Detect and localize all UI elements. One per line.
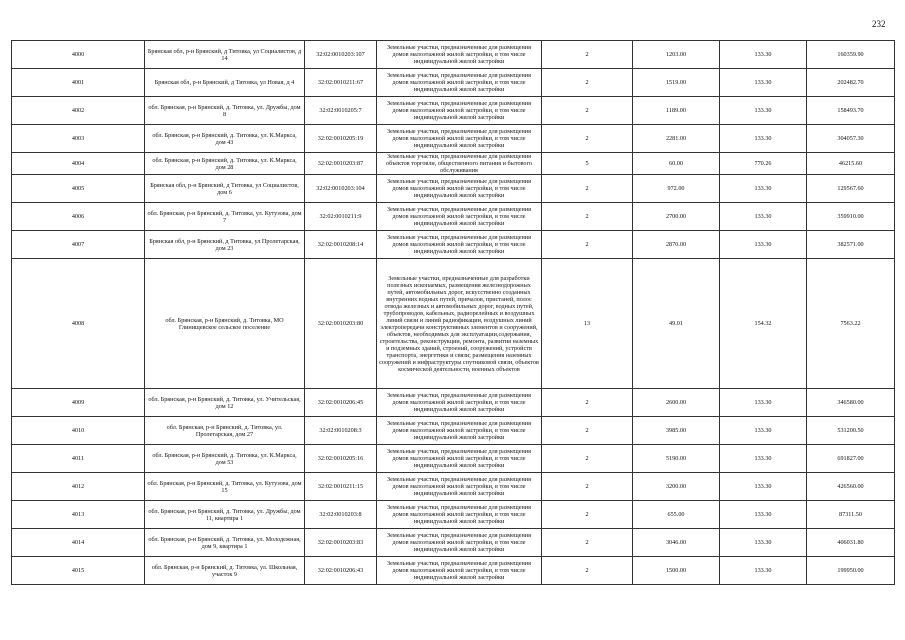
cell-cadastral-value: 87311.50: [807, 501, 895, 529]
cell-group: 2: [542, 557, 633, 585]
cell-cadastral-number: 32:02:0010203:83: [305, 529, 377, 557]
cell-area: 5190.00: [633, 445, 720, 473]
cell-cadastral-number: 32:02:0010211:67: [305, 69, 377, 97]
cell-row-number: 4008: [12, 259, 145, 389]
cell-row-number: 4003: [12, 125, 145, 153]
cell-group: 13: [542, 259, 633, 389]
cell-address: обл. Брянская, р-н Брянский, д. Титовка, ул. К.Маркса, дом 28: [145, 153, 305, 175]
table-row: [12, 97, 895, 125]
cell-cadastral-value: 199950.00: [807, 557, 895, 585]
cell-rate: 133.30: [720, 557, 807, 585]
cell-area: 1203.00: [633, 41, 720, 69]
table-row: [12, 231, 895, 259]
cell-rate: 133.30: [720, 529, 807, 557]
cell-group: 2: [542, 203, 633, 231]
cell-rate: 133.30: [720, 175, 807, 203]
cell-cadastral-number: 32:02:0010206:45: [305, 389, 377, 417]
cell-rate: 133.30: [720, 203, 807, 231]
cell-land-purpose: Земельные участки, предназначенные для размещения домов малоэтажной жилой застройки, в том числе индивидуальной жилой застройки: [377, 69, 542, 97]
cell-cadastral-number: 32:02:0010206:43: [305, 557, 377, 585]
cell-land-purpose: Земельные участки, предназначенные для размещения домов малоэтажной жилой застройки, в том числе индивидуальной жилой застройки: [377, 389, 542, 417]
cell-cadastral-value: 160359.90: [807, 41, 895, 69]
cell-rate: 133.30: [720, 501, 807, 529]
cell-cadastral-number: 32:02:0010211:9: [305, 203, 377, 231]
cell-group: 2: [542, 389, 633, 417]
cell-land-purpose: Земельные участки, предназначенные для разработки полезных ископаемых, размещения железнодорожных путей, автомобильных дорог, искусственно созданных внутренних водных путей, причалов, пристаней, полос отвода железных и автомобильных дорог, водных путей, трубопроводов, кабельных, радиорелейных и воздушных линий связи и линий радиофикации, воздушных линий электропередачи конструктивных элементов и сооружений, объектов, необходимых для эксплуатации,содержания, строительства, реконструкции, ремонта, развития наземных и подземных зданий, строений, сооружений, устройств транспорта, энергетики и связи; размещения наземных сооружений и инфраструктуры спутниковой связи, объектов космической деятельности, военных объектов: [377, 259, 542, 389]
cell-cadastral-number: 32:02:0010205:16: [305, 445, 377, 473]
cell-address: обл. Брянская, р-н Брянский, д. Титовка, ул. К.Маркса, дом 43: [145, 125, 305, 153]
cell-row-number: 4015: [12, 557, 145, 585]
cell-rate: 770.26: [720, 153, 807, 175]
cell-land-purpose: Земельные участки, предназначенные для размещения домов малоэтажной жилой застройки, в том числе индивидуальной жилой застройки: [377, 203, 542, 231]
cell-area: 1189.00: [633, 97, 720, 125]
table-row: [12, 529, 895, 557]
cell-rate: 133.30: [720, 445, 807, 473]
cell-area: 2870.00: [633, 231, 720, 259]
cell-address: Брянская обл, р-н Брянский, д Титовка, ул Пролетарская, дом 23: [145, 231, 305, 259]
cell-address: обл. Брянская, р-н Брянский, д. Титовка, ул. Молодежная, дом 9, квартира 1: [145, 529, 305, 557]
cell-address: Брянская обл, р-н Брянский, д Титовка, ул Социалистов, дом 6: [145, 175, 305, 203]
cadastral-value-table: [11, 40, 895, 585]
cell-cadastral-number: 32:02:0010208:3: [305, 417, 377, 445]
cell-row-number: 4005: [12, 175, 145, 203]
cell-group: 2: [542, 417, 633, 445]
cell-address: Брянская обл, р-н Брянский, д Титовка, ул Социалистов, д 14: [145, 41, 305, 69]
cell-rate: 133.30: [720, 389, 807, 417]
table-row: [12, 557, 895, 585]
cell-area: 2281.00: [633, 125, 720, 153]
cell-cadastral-number: 32:02:0010205:7: [305, 97, 377, 125]
cell-cadastral-value: 382571.00: [807, 231, 895, 259]
cell-row-number: 4007: [12, 231, 145, 259]
cell-area: 60.00: [633, 153, 720, 175]
cell-land-purpose: Земельные участки, предназначенные для размещения домов малоэтажной жилой застройки, в том числе индивидуальной жилой застройки: [377, 557, 542, 585]
table-row: [12, 203, 895, 231]
cell-row-number: 4002: [12, 97, 145, 125]
cell-address: обл. Брянская, р-н Брянский, д. Титовка, ул. Кутузова, дом 15: [145, 473, 305, 501]
cell-rate: 154.32: [720, 259, 807, 389]
cell-area: 49.01: [633, 259, 720, 389]
cell-area: 655.00: [633, 501, 720, 529]
cell-row-number: 4001: [12, 69, 145, 97]
cell-row-number: 4000: [12, 41, 145, 69]
cell-rate: 133.30: [720, 41, 807, 69]
cell-row-number: 4010: [12, 417, 145, 445]
cell-rate: 133.30: [720, 231, 807, 259]
cell-land-purpose: Земельные участки, предназначенные для размещения домов малоэтажной жилой застройки, в том числе индивидуальной жилой застройки: [377, 175, 542, 203]
cell-row-number: 4006: [12, 203, 145, 231]
table-row: [12, 69, 895, 97]
cell-address: обл. Брянская, р-н Брянский, д. Титовка, ул. Пролетарская, дом 27: [145, 417, 305, 445]
table-row: [12, 259, 895, 389]
cell-address: обл. Брянская, р-н Брянский, д. Титовка, ул. Школьная, участок 9: [145, 557, 305, 585]
table-row: [12, 389, 895, 417]
cell-address: Брянская обл, р-н Брянский, д Титовка, ул Новая, д 4: [145, 69, 305, 97]
cell-row-number: 4004: [12, 153, 145, 175]
cell-land-purpose: Земельные участки, предназначенные для размещения домов малоэтажной жилой застройки, в том числе индивидуальной жилой застройки: [377, 529, 542, 557]
cell-group: 2: [542, 69, 633, 97]
cell-land-purpose: Земельные участки, предназначенные для размещения домов малоэтажной жилой застройки, в том числе индивидуальной жилой застройки: [377, 231, 542, 259]
cell-row-number: 4012: [12, 473, 145, 501]
cell-area: 3200.00: [633, 473, 720, 501]
cell-cadastral-value: 46215.60: [807, 153, 895, 175]
cell-cadastral-number: 32:02:0010211:15: [305, 473, 377, 501]
cell-area: 1519.00: [633, 69, 720, 97]
cell-land-purpose: Земельные участки, предназначенные для размещения домов малоэтажной жилой застройки, в том числе индивидуальной жилой застройки: [377, 473, 542, 501]
cell-row-number: 4014: [12, 529, 145, 557]
cell-cadastral-value: 346580.00: [807, 389, 895, 417]
cell-area: 2600.00: [633, 389, 720, 417]
cell-cadastral-number: 32:02:0010205:19: [305, 125, 377, 153]
cell-land-purpose: Земельные участки, предназначенные для размещения объектов торговли, общественного питания и бытового обслуживания: [377, 153, 542, 175]
cell-group: 2: [542, 175, 633, 203]
cell-land-purpose: Земельные участки, предназначенные для размещения домов малоэтажной жилой застройки, в том числе индивидуальной жилой застройки: [377, 445, 542, 473]
cell-address: обл. Брянская, р-н Брянский, д. Титовка, ул. Дружбы, дом 8: [145, 97, 305, 125]
cell-address: обл. Брянская, р-н Брянский, д. Титовка, ул. Учительская, дом 12: [145, 389, 305, 417]
cell-area: 3985.00: [633, 417, 720, 445]
cell-row-number: 4009: [12, 389, 145, 417]
cell-rate: 133.30: [720, 125, 807, 153]
cell-group: 2: [542, 125, 633, 153]
cell-cadastral-value: 129567.60: [807, 175, 895, 203]
cell-group: 5: [542, 153, 633, 175]
cell-cadastral-value: 691827.00: [807, 445, 895, 473]
cell-rate: 133.30: [720, 417, 807, 445]
cell-cadastral-number: 32:02:0010203:80: [305, 259, 377, 389]
cell-land-purpose: Земельные участки, предназначенные для размещения домов малоэтажной жилой застройки, в том числе индивидуальной жилой застройки: [377, 417, 542, 445]
cell-group: 2: [542, 473, 633, 501]
cell-cadastral-value: 202482.70: [807, 69, 895, 97]
cell-group: 2: [542, 97, 633, 125]
cell-land-purpose: Земельные участки, предназначенные для размещения домов малоэтажной жилой застройки, в том числе индивидуальной жилой застройки: [377, 97, 542, 125]
cell-cadastral-value: 406031.80: [807, 529, 895, 557]
cell-cadastral-number: 32:02:0010203:87: [305, 153, 377, 175]
cell-row-number: 4013: [12, 501, 145, 529]
cell-land-purpose: Земельные участки, предназначенные для размещения домов малоэтажной жилой застройки, в том числе индивидуальной жилой застройки: [377, 125, 542, 153]
cell-address: обл. Брянская, р-н Брянский, д. Титовка, МО Глинищевское сельское поселение: [145, 259, 305, 389]
cell-area: 2700.00: [633, 203, 720, 231]
cell-cadastral-number: 32:02:0010203:104: [305, 175, 377, 203]
cell-group: 2: [542, 445, 633, 473]
cell-group: 2: [542, 41, 633, 69]
table-row: [12, 445, 895, 473]
cell-group: 2: [542, 231, 633, 259]
table-body: [12, 41, 895, 585]
cell-cadastral-value: 426560.00: [807, 473, 895, 501]
table-row: [12, 125, 895, 153]
cell-land-purpose: Земельные участки, предназначенные для размещения домов малоэтажной жилой застройки, в том числе индивидуальной жилой застройки: [377, 41, 542, 69]
table-row: [12, 473, 895, 501]
cell-row-number: 4011: [12, 445, 145, 473]
table-row: [12, 41, 895, 69]
cell-area: 1500.00: [633, 557, 720, 585]
cell-address: обл. Брянская, р-н Брянский, д. Титовка, ул. Дружбы, дом 11, квартира 1: [145, 501, 305, 529]
cell-land-purpose: Земельные участки, предназначенные для размещения домов малоэтажной жилой застройки, в том числе индивидуальной жилой застройки: [377, 501, 542, 529]
cell-rate: 133.30: [720, 473, 807, 501]
cell-area: 972.00: [633, 175, 720, 203]
cell-rate: 133.30: [720, 97, 807, 125]
cell-address: обл. Брянская, р-н Брянский, д. Титовка, ул. Кутузова, дом 7: [145, 203, 305, 231]
table-row: [12, 417, 895, 445]
cell-cadastral-value: 7563.22: [807, 259, 895, 389]
cell-cadastral-value: 531200.50: [807, 417, 895, 445]
cell-cadastral-value: 359910.00: [807, 203, 895, 231]
page-number: 232: [872, 19, 886, 29]
cell-group: 2: [542, 501, 633, 529]
table-row: [12, 153, 895, 175]
cell-group: 2: [542, 529, 633, 557]
cell-address: обл. Брянская, р-н Брянский, д. Титовка, ул. К.Маркса, дом 53: [145, 445, 305, 473]
cell-rate: 133.30: [720, 69, 807, 97]
cell-cadastral-number: 32:02:0010203:8: [305, 501, 377, 529]
cell-cadastral-number: 32:02:0010208:14: [305, 231, 377, 259]
cell-cadastral-value: 304057.30: [807, 125, 895, 153]
table-row: [12, 501, 895, 529]
cell-cadastral-number: 32:02:0010203:107: [305, 41, 377, 69]
table-row: [12, 175, 895, 203]
cell-area: 3046.00: [633, 529, 720, 557]
cell-cadastral-value: 158493.70: [807, 97, 895, 125]
